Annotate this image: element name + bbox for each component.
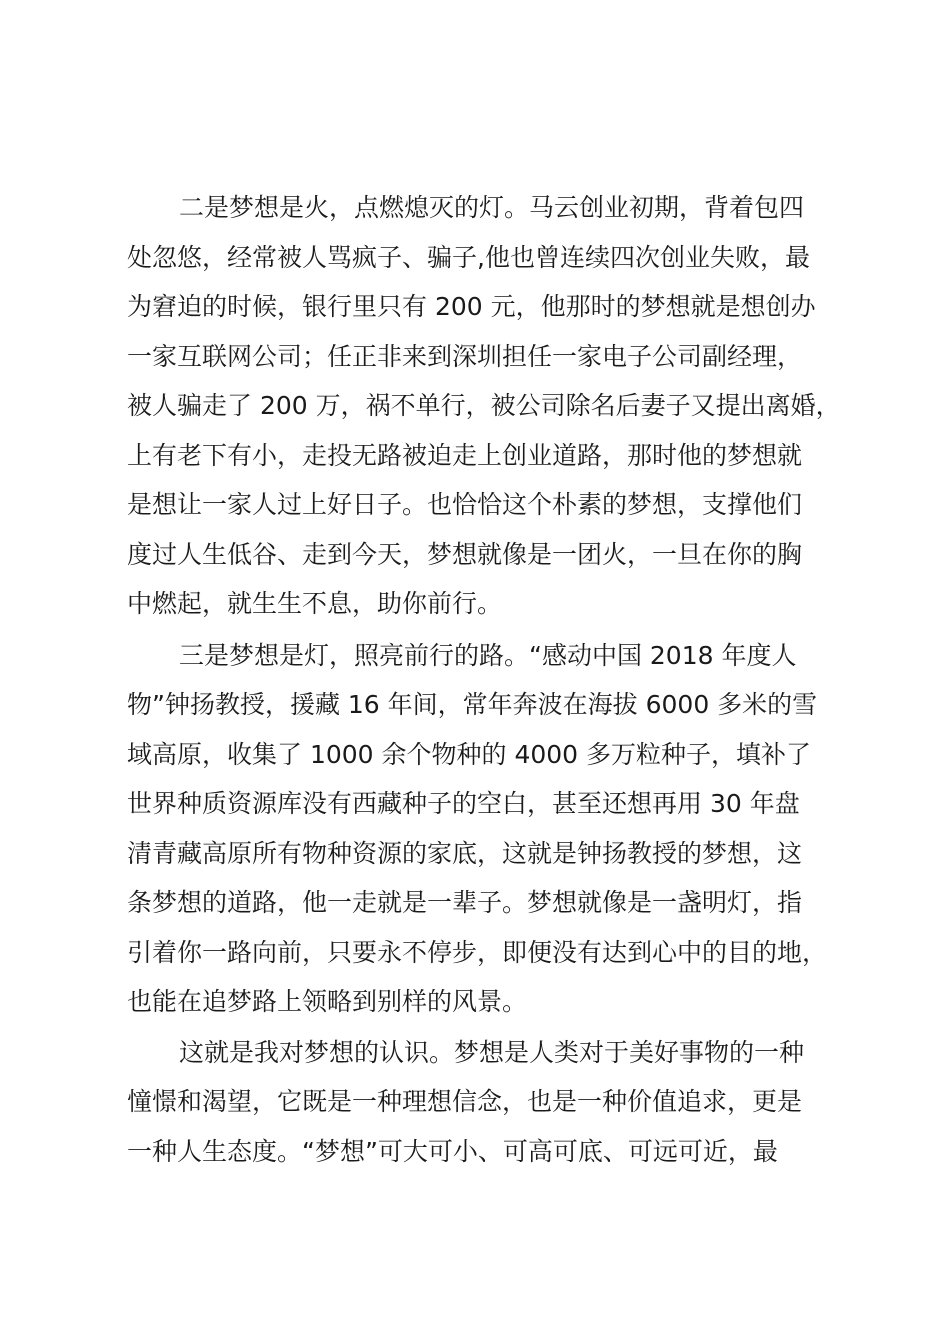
text-line: 条梦想的道路，他一走就是一辈子。梦想就像是一盏明灯，指 <box>127 888 803 917</box>
text-line: 为窘迫的时候，银行里只有 200 元，他那时的梦想就是想创办 <box>127 292 816 321</box>
text-line: 引着你一路向前，只要永不停步，即便没有达到心中的目的地， <box>127 937 828 967</box>
text-line: 上有老下有小，走投无路被迫走上创业道路，那时他的梦想就 <box>127 440 803 470</box>
text-line: 这就是我对梦想的认识。梦想是人类对于美好事物的一种 <box>179 1037 805 1067</box>
text-line: 度过人生低谷、走到今天，梦想就像是一团火，一旦在你的胸 <box>127 539 803 569</box>
text-line: 清青藏高原所有物种资源的家底，这就是钟扬教授的梦想，这 <box>127 838 803 868</box>
text-line: 憧憬和渴望，它既是一种理想信念，也是一种价值追求，更是 <box>127 1087 803 1116</box>
paragraph-dream-is-fire <box>127 183 857 629</box>
text-line: 处忽悠，经常被人骂疯子、骗子,他也曾连续四次创业失败，最 <box>127 242 810 272</box>
text-line: 一种人生态度。“梦想”可大可小、可高可底、可远可近，最 <box>127 1136 778 1166</box>
text-line: 三是梦想是灯，照亮前行的路。“感动中国 2018 年度人 <box>179 640 797 670</box>
text-line: 域高原，收集了 1000 余个物种的 4000 多万粒种子，填补了 <box>127 739 812 769</box>
text-line: 是想让一家人过上好日子。也恰恰这个朴素的梦想，支撑他们 <box>127 490 803 519</box>
text-line: 中燃起，就生生不息，助你前行。 <box>127 589 503 618</box>
text-line: 一家互联网公司；任正非来到深圳担任一家电子公司副经理， <box>127 341 803 371</box>
paragraph-dream-is-lamp <box>127 631 857 1027</box>
text-line: 世界种质资源库没有西藏种子的空白，甚至还想再用 30 年盘 <box>127 789 800 818</box>
text-line: 二是梦想是火，点燃熄灭的灯。马云创业初期，背着包四 <box>179 193 805 222</box>
text-line: 也能在追梦路上领略到别样的风景。 <box>127 987 528 1016</box>
text-line: 被人骗走了 200 万，祸不单行，被公司除名后妻子又提出离婚， <box>127 391 841 420</box>
paragraph-understanding-of-dreams <box>127 1028 857 1177</box>
body-text <box>127 183 857 1176</box>
text-line: 物”钟扬教授，援藏 16 年间，常年奔波在海拔 6000 多米的雪 <box>127 690 818 719</box>
